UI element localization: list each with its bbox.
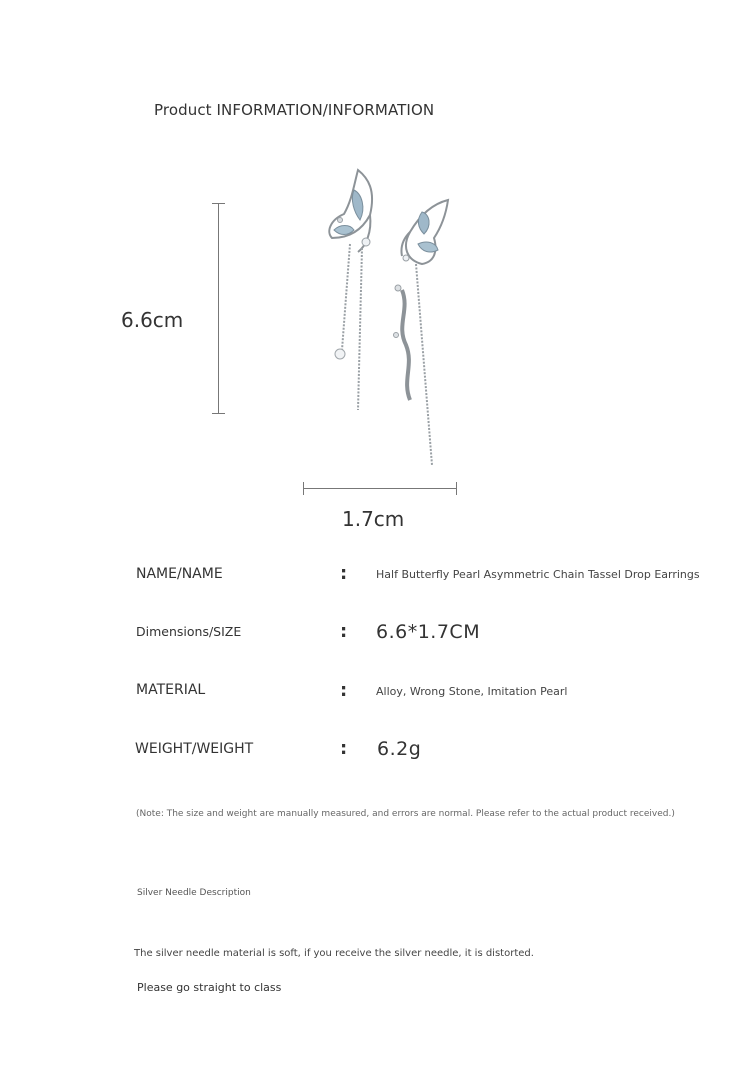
silver-needle-title: Silver Needle Description (137, 888, 251, 898)
spec-size-colon: : (340, 621, 348, 642)
spec-name-label: NAME/NAME (136, 566, 223, 582)
left-pearl-small (362, 238, 370, 246)
height-dimension-line (218, 203, 219, 414)
width-dimension-line (303, 488, 456, 489)
width-dimension-label: 1.7cm (342, 507, 405, 531)
left-chains (342, 244, 362, 410)
spec-size-label: Dimensions/SIZE (136, 624, 242, 639)
left-blue-stone-1 (352, 190, 362, 220)
spec-material-colon: : (340, 680, 348, 701)
right-blue-stone-1 (418, 212, 429, 234)
spec-name-value: Half Butterfly Pearl Asymmetric Chain Tassel Drop Earrings (376, 568, 700, 581)
left-pearl-drop (335, 349, 345, 359)
right-wavy-bar (402, 290, 410, 400)
spec-size-value: 6.6*1.7CM (376, 621, 481, 643)
width-dimension-cap-right (456, 482, 457, 495)
earrings-product-image (310, 160, 480, 475)
silver-needle-text: The silver needle material is soft, if you receive the silver needle, it is distorted. (134, 948, 534, 959)
spec-weight-label: WEIGHT/WEIGHT (135, 741, 254, 757)
spec-material-value: Alloy, Wrong Stone, Imitation Pearl (376, 685, 568, 698)
right-chain (416, 264, 432, 465)
measurement-note: (Note: The size and weight are manually measured, and errors are normal. Please refer to the actual product received.) (136, 809, 675, 819)
spec-material-label: MATERIAL (136, 682, 206, 698)
spec-name-colon: : (340, 563, 348, 584)
spec-weight-value: 6.2g (377, 738, 422, 760)
page-title: Product INFORMATION/INFORMATION (154, 101, 435, 119)
height-dimension-cap-bottom (212, 413, 225, 414)
width-dimension-cap-left (303, 482, 304, 495)
height-dimension-cap-top (212, 203, 225, 204)
spec-weight-colon: : (340, 738, 348, 759)
silver-needle-footer: Please go straight to class (137, 981, 282, 994)
height-dimension-label: 6.6cm (121, 308, 184, 332)
